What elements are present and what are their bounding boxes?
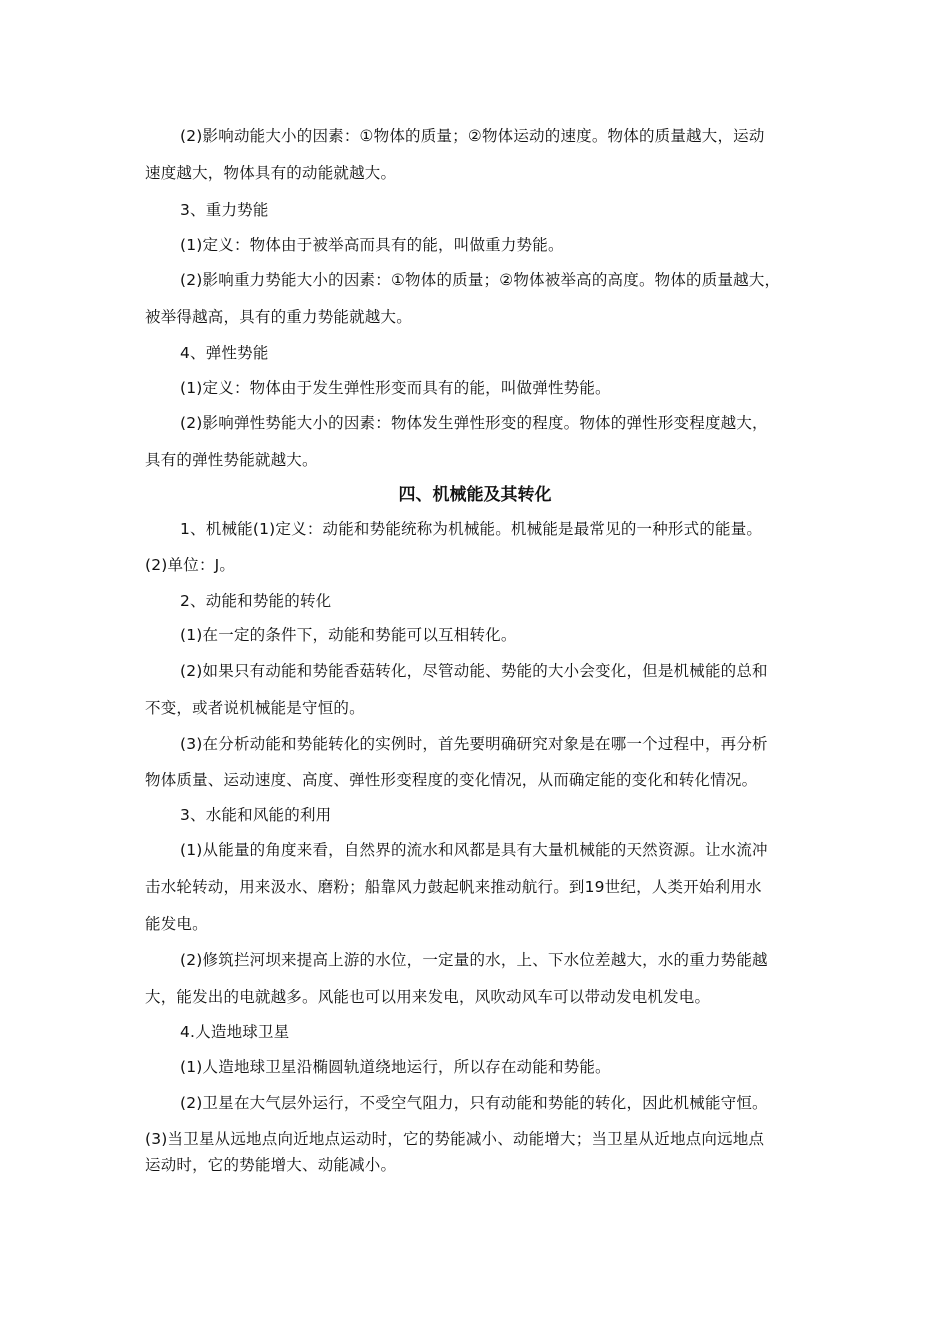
text-line: (1)从能量的角度来看，自然界的流水和风都是具有大量机械能的天然资源。让水流冲 [180,841,768,859]
text-line: (2)影响重力势能大小的因素：①物体的质量；②物体被举高的高度。物体的质量越大， [180,271,781,289]
text-line: 物体质量、运动速度、高度、弹性形变程度的变化情况，从而确定能的变化和转化情况。 [145,771,758,789]
text-line: (3)当卫星从远地点向近地点运动时，它的势能减小、动能增大；当卫星从近地点向远地点 [145,1130,765,1148]
text-line: (1)定义：物体由于被举高而具有的能，叫做重力势能。 [180,236,564,254]
text-line: (2)修筑拦河坝来提高上游的水位，一定量的水，上、下水位差越大，水的重力势能越 [180,951,768,969]
text-line: (1)在一定的条件下，动能和势能可以互相转化。 [180,626,517,644]
text-line: (1)定义：物体由于发生弹性形变而具有的能，叫做弹性势能。 [180,379,611,397]
text-line: 具有的弹性势能就越大。 [145,451,318,469]
section-heading: 四、机械能及其转化 [398,485,552,505]
text-line: (2)如果只有动能和势能香菇转化，尽管动能、势能的大小会变化，但是机械能的总和 [180,662,768,680]
text-line: (2)单位：J。 [145,556,236,574]
section-subheading: 4.人造地球卫星 [180,1023,290,1041]
section-subheading: 4、弹性势能 [180,344,269,362]
text-line: (3)在分析动能和势能转化的实例时，首先要明确研究对象是在哪一个过程中，再分析 [180,735,768,753]
text-line: (2)影响弹性势能大小的因素：物体发生弹性形变的程度。物体的弹性形变程度越大， [180,414,768,432]
text-line: 能发电。 [145,915,208,933]
text-line: (1)人造地球卫星沿椭圆轨道绕地运行，所以存在动能和势能。 [180,1058,611,1076]
section-subheading: 3、水能和风能的利用 [180,806,332,824]
text-line: 击水轮转动，用来汲水、磨粉；船靠风力鼓起帆来推动航行。到19世纪，人类开始利用水 [145,878,762,896]
section-subheading: 2、动能和势能的转化 [180,592,332,610]
text-line: 不变，或者说机械能是守恒的。 [145,699,365,717]
text-line: (2)影响动能大小的因素：①物体的质量；②物体运动的速度。物体的质量越大，运动 [180,127,765,145]
text-line: (2)卫星在大气层外运行，不受空气阻力，只有动能和势能的转化，因此机械能守恒。 [180,1094,768,1112]
text-line: 速度越大，物体具有的动能就越大。 [145,164,397,182]
text-line: 大，能发出的电就越多。风能也可以用来发电，风吹动风车可以带动发电机发电。 [145,988,711,1006]
text-line: 运动时，它的势能增大、动能减小。 [145,1156,397,1174]
section-subheading: 3、重力势能 [180,201,269,219]
text-line: 1、机械能(1)定义：动能和势能统称为机械能。机械能是最常见的一种形式的能量。 [180,520,763,538]
text-line: 被举得越高，具有的重力势能就越大。 [145,308,412,326]
